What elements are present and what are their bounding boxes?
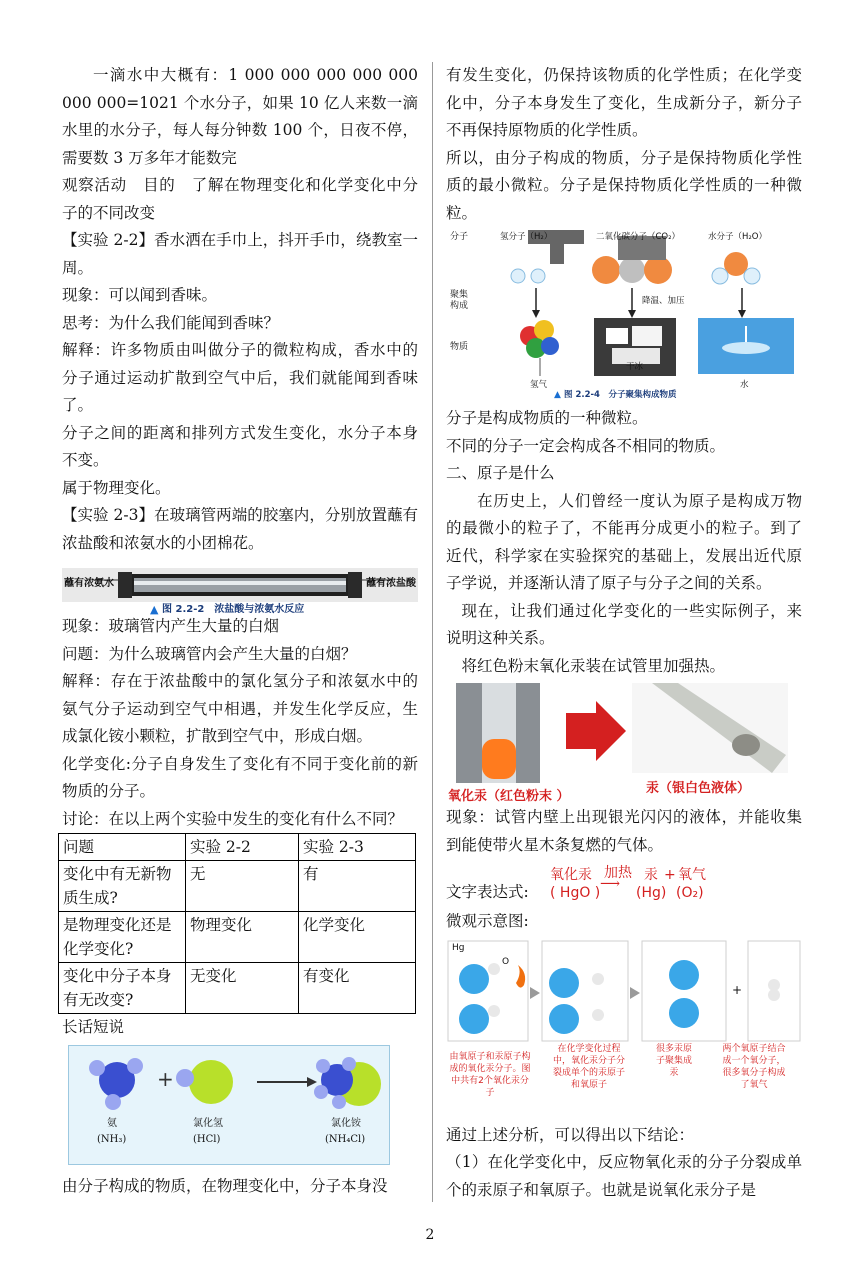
product-mercury: 汞 [644,867,658,883]
left-column [62,62,418,1200]
row-label: 分子 [450,232,469,242]
word-equation [446,865,802,905]
paragraph: 将红色粉末氧化汞装在试管里加强热。 [461,656,726,675]
paragraph: 【实验 2-2】香水洒在手巾上，抖开手巾，绕教室一周。 [62,231,418,277]
paragraph: 解释：许多物质由叫做分子的微粒构成，香水中的分子通过运动扩散到空气中后，我们就能闻到香味了。 [62,341,418,414]
table-cell: 无 [186,861,299,912]
table-cell: 无变化 [186,963,299,1014]
column-divider [432,62,433,1202]
mercury-label: 汞（银白色液体） [646,781,751,796]
arrow-up-icon: ▲ [150,603,159,616]
paragraph: 现象：玻璃管内产生大量的白烟 [62,617,280,635]
diagram-note: 在化学变化过程中，氧化汞分子分裂成单个的汞原子和氧原子 [552,1043,625,1090]
micro-diagram [446,939,802,1119]
paragraph: 分子之间的距离和排列方式发生变化，水分子本身不变。 [62,423,418,469]
product-oxygen-formula: (O₂) [676,885,704,901]
column-title: 二氧化碳分子（CO₂） [596,232,681,242]
paragraph: 通过上述分析，可以得出以下结论： [446,1125,695,1144]
column-title: 氢分子（H₂） [500,232,553,242]
diagram-note: 很多汞原子聚集成汞 [655,1043,692,1078]
paragraph: 分子是构成物质的一种微粒。 [446,409,648,427]
figure-caption: 图 2.2-2 浓盐酸与浓氨水反应 [162,604,305,615]
table-cell: 有 [299,861,416,912]
figure-caption: 图 2.2-4 分子聚集构成物质 [564,390,677,400]
paragraph: 长话短说 [62,1018,125,1036]
table-cell: 化学变化 [299,912,416,963]
paragraph: 思考：为什么我们能闻到香味？ [62,313,280,332]
equation-prefix: 文字表达式: [446,883,529,901]
page-number: 2 [425,1227,435,1243]
molecule-formula: (HCl) [193,1133,221,1145]
arrow-up-icon: ▲ [554,390,561,400]
paragraph: 不同的分子一定会构成各不相同的物质。 [446,436,726,455]
table-header-cell: 实验 2-2 [186,834,299,861]
paragraph: 现在，让我们通过化学变化的一些实际例子，来说明这种关系。 [446,601,802,647]
test-tube-illustration [446,683,802,783]
right-column [446,62,802,1204]
molecule-label: 氯化铵 [331,1117,361,1129]
row-label: 物质 [450,342,469,352]
micro-illustration [446,939,802,1049]
diagram-note: 两个氧原子结合成一个氧分子，很多氧分子构成了氧气 [722,1043,786,1090]
table-header-cell: 问题 [59,834,186,861]
paragraph: 现象：试管内壁上出现银光闪闪的液体，并能收集到能使带火星木条复燃的气体。 [446,808,802,854]
plus-sign: + [732,982,743,997]
table-header-cell: 实验 2-3 [299,834,416,861]
molecules-illustration [446,230,802,402]
paragraph: 问题：为什么玻璃管内会产生大量的白烟？ [62,644,357,663]
table-row [59,963,416,1014]
molecule-formula: (NH₃) [97,1133,127,1145]
molecule-illustration [69,1046,389,1164]
table-cell: 物理变化 [186,912,299,963]
mercury-symbol: Hg [452,942,465,953]
arrow-note: 降温、加压 [642,296,685,306]
bottom-label: 氢气 [530,380,548,390]
tube-right-label: 蘸有浓盐酸 [366,578,416,589]
paragraph: 在历史上，人们曾经一度认为原子是构成万物的最微小的粒子了，不能再分成更小的粒子。到了近代，科学家在实验探究的基础上，发展出近代原子学说，并逐渐认清了原子与分子之间的关系。 [446,491,802,592]
bottom-label: 水 [740,380,749,390]
bottom-label: 干冰 [626,362,644,372]
paragraph: 现象：可以闻到香味。 [62,286,218,304]
table-cell: 有变化 [299,963,416,1014]
mercury-oxide-label: 氧化汞（红色粉末 ） [448,789,570,804]
condition: 加热 [604,865,632,881]
table-row [59,912,416,963]
paragraph: 微观示意图: [446,912,529,930]
mercury-oxide-figure [446,683,802,804]
molecule-label: 氨 [107,1117,117,1129]
glass-tube-figure [62,560,418,616]
table-cell: 变化中分子本身有无改变? [59,963,186,1014]
table-row [59,861,416,912]
ammonium-chloride-figure [68,1045,390,1165]
arrow-right-icon: ⟶ [600,876,621,892]
svg-text:+: + [157,1066,174,1091]
paragraph: 所以，由分子构成的物质，分子是保持物质化学性质的最小微粒。分子是保持物质化学性质的一种微粒。 [446,148,802,222]
molecule-label: 氯化氢 [193,1117,223,1129]
paragraph: 由分子构成的物质，在物理变化中，分子本身没 [62,1176,388,1195]
table-header-row [59,834,416,861]
tube-left-label: 蘸有浓氨水 [64,578,114,589]
table-cell: 是物理变化还是化学变化? [59,912,186,963]
table-cell: 变化中有无新物质生成? [59,861,186,912]
row-label: 聚集构成 [450,290,469,311]
paragraph: 化学变化:分子自身发生了变化有不同于变化前的新物质的分子。 [62,754,418,800]
paragraph: 【实验 2-3】在玻璃管两端的胶塞内，分别放置蘸有浓盐酸和浓氨水的小团棉花。 [62,506,418,552]
oxygen-symbol: O [502,956,510,967]
section-heading: 二、原子是什么 [446,464,555,482]
comparison-table [58,833,416,1014]
reactant: 氧化汞 [550,867,592,883]
paragraph: （1）在化学变化中，反应物氧化汞的分子分裂成单个的汞原子和氧原子。也就是说氧化汞分子是 [446,1153,802,1199]
diagram-note: 由氧原子和汞原子构成的氧化汞分子。图中共有2个氧化汞分子 [449,1051,531,1098]
product-mercury-formula: (Hg) [636,885,667,901]
product-oxygen: 氧气 [678,867,706,883]
paragraph: 讨论：在以上两个实验中发生的变化有什么不同？ [62,809,404,828]
paragraph: 一滴水中大概有：1 000 000 000 000 000 000 000=1021 个水分子，如果 10 亿人来数一滴水里的水分子，每人每分钟数 100 个，日夜不停，需要数 3 万多年才能数完 [62,66,418,167]
paragraph: 属于物理变化。 [62,478,171,497]
column-title: 水分子（H₂O） [708,232,767,242]
paragraph: 有发生变化，仍保持该物质的化学性质；在化学变化中，分子本身发生了变化，生成新分子，新分子不再保持原物质的化学性质。 [446,66,802,139]
molecules-form-matter-figure [446,230,802,402]
paragraph: 观察活动 目的 了解在物理变化和化学变化中分子的不同改变 [62,176,418,222]
reactant-formula: ( HgO ) [550,885,601,901]
plus-sign: + [664,867,676,883]
molecule-formula: (NH₄Cl) [325,1133,366,1145]
paragraph: 解释：存在于浓盐酸中的氯化氢分子和浓氨水中的氨气分子运动到空气中相遇，并发生化学反应，生成氯化铵小颗粒，扩散到空气中，形成白烟。 [62,672,418,745]
